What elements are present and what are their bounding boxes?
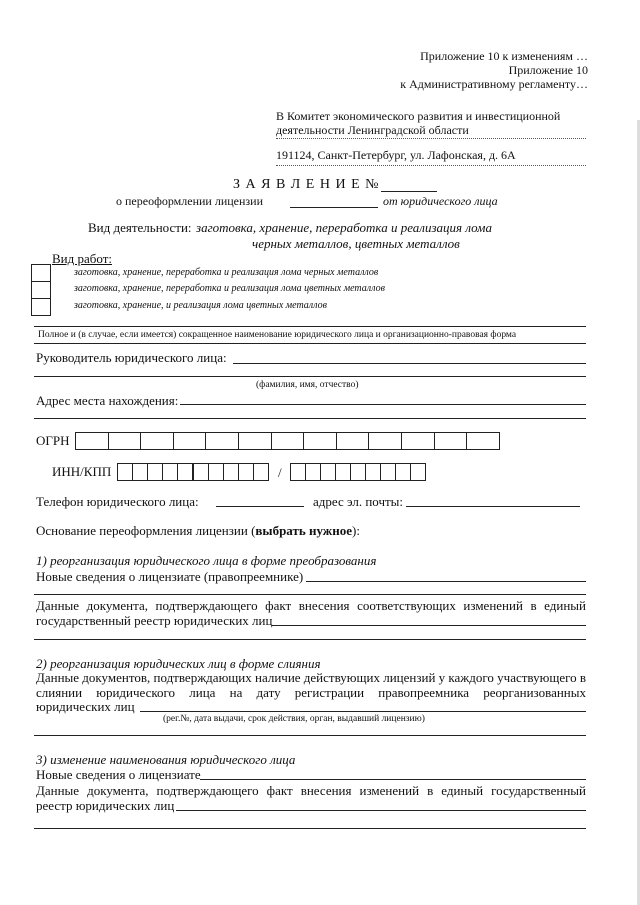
digit-cell[interactable] — [75, 432, 109, 450]
works-label: Вид работ: — [52, 251, 112, 266]
recipient-divider — [276, 138, 586, 139]
section1-doc-field[interactable] — [272, 625, 586, 626]
section1-doc-line2: государственный реестр юридических лиц — [36, 613, 273, 628]
head-field[interactable] — [233, 363, 586, 364]
basis-bold: выбрать нужное — [255, 523, 352, 538]
work-item-3: заготовка, хранение, и реализация лома цветных металлов — [74, 300, 327, 311]
work-item-2: заготовка, хранение, переработка и реализация лома цветных металлов — [74, 283, 385, 294]
fullname-caption: Полное и (в случае, если имеется) сокращенное наименование юридического лица и организационно-правовая форма — [38, 330, 517, 340]
digit-cell[interactable] — [350, 463, 366, 481]
basis-prefix: Основание переоформления лицензии ( — [36, 523, 256, 538]
title-sub-suffix: от юридического лица — [383, 194, 498, 208]
activity-value-2: черных металлов, цветных металлов — [252, 236, 460, 251]
section3-new-label: Новые сведения о лицензиате — [36, 767, 201, 782]
digit-cell[interactable] — [223, 463, 239, 481]
section2-title: 2) реорганизация юридических лиц в форме слияния — [36, 656, 321, 671]
digit-cell[interactable] — [380, 463, 396, 481]
section2-line3: юридических лиц — [36, 699, 135, 714]
section1-new-field[interactable] — [306, 581, 586, 582]
digit-cell[interactable] — [466, 432, 500, 450]
digit-cell[interactable] — [290, 463, 306, 481]
section2-line1: Данные документов, подтверждающих наличие действующих лицензий у каждого участвующего в — [36, 670, 586, 685]
digit-cell[interactable] — [208, 463, 224, 481]
section3-doc-field-2[interactable] — [34, 828, 586, 829]
fullname-field[interactable] — [34, 326, 586, 327]
section1-new-label: Новые сведения о лицензиате (правопреемнике) — [36, 569, 304, 584]
address-divider — [276, 165, 586, 166]
digit-cell[interactable] — [132, 463, 148, 481]
section3-new-field[interactable] — [200, 779, 586, 780]
basis-suffix: ): — [352, 523, 360, 538]
recipient-address: 191124, Санкт-Петербург, ул. Лафонская, д. 6А — [276, 148, 516, 162]
address-label: Адрес места нахождения: — [36, 393, 179, 408]
work-item-1: заготовка, хранение, переработка и реализация лома черных металлов — [74, 267, 379, 278]
section1-new-field-2[interactable] — [34, 594, 586, 595]
digit-cell[interactable] — [320, 463, 336, 481]
section1-title: 1) реорганизация юридического лица в форме преобразования — [36, 553, 377, 568]
activity-label: Вид деятельности: — [88, 220, 192, 235]
phone-field[interactable] — [216, 506, 304, 507]
head-field-2[interactable] — [34, 376, 586, 377]
digit-cell[interactable] — [238, 463, 254, 481]
section1-doc-field-2[interactable] — [34, 639, 586, 640]
digit-cell[interactable] — [147, 463, 163, 481]
address-field[interactable] — [180, 404, 586, 405]
digit-cell[interactable] — [336, 432, 370, 450]
section3-title: 3) изменение наименования юридического лица — [36, 752, 296, 767]
activity-value-1: заготовка, хранение, переработка и реализация лома — [196, 220, 492, 235]
section3-doc-field[interactable] — [176, 810, 586, 811]
head-caption: (фамилия, имя, отчество) — [256, 380, 359, 390]
section2-caption: (рег.№, дата выдачи, срок действия, орган, выдавший лицензию) — [163, 714, 425, 724]
digit-cell[interactable] — [395, 463, 411, 481]
digit-cell[interactable] — [177, 463, 193, 481]
appendix-line-2: Приложение 10 — [508, 63, 588, 77]
digit-cell[interactable] — [401, 432, 435, 450]
digit-cell[interactable] — [365, 463, 381, 481]
section2-line2: слиянии юридического лица на дату регистрации правопреемника реорганизованных — [36, 685, 586, 700]
digit-cell[interactable] — [303, 432, 337, 450]
title-sub-prefix: о переоформлении лицензии — [116, 194, 264, 208]
caption-divider — [34, 343, 586, 344]
basis-line — [36, 523, 360, 538]
document-title: З А Я В Л Е Н И Е № — [233, 177, 380, 192]
work-checkbox-3[interactable] — [31, 298, 51, 316]
section2-field[interactable] — [140, 711, 586, 712]
digit-cell[interactable] — [434, 432, 468, 450]
ogrn-label: ОГРН — [36, 433, 70, 448]
digit-cell[interactable] — [271, 432, 305, 450]
appendix-header — [400, 49, 588, 91]
section2-field-2[interactable] — [34, 735, 586, 736]
appendix-line-3: к Административному регламенту… — [400, 77, 588, 91]
digit-cell[interactable] — [253, 463, 269, 481]
section3-doc-line1: Данные документа, подтверждающего факт внесения изменений в единый государственный — [36, 783, 586, 798]
recipient-line-2: деятельности Ленинградской области — [276, 123, 469, 137]
recipient-line-1: В Комитет экономического развития и инвестиционной — [276, 109, 561, 123]
digit-cell[interactable] — [108, 432, 142, 450]
head-label: Руководитель юридического лица: — [36, 350, 227, 365]
address-field-2[interactable] — [34, 418, 586, 419]
inn-label: ИНН/КПП — [52, 464, 112, 479]
inn-separator: / — [278, 465, 282, 480]
digit-cell[interactable] — [238, 432, 272, 450]
digit-cell[interactable] — [410, 463, 426, 481]
document-number-field[interactable] — [381, 191, 437, 192]
section1-doc-line1: Данные документа, подтверждающего факт внесения соответствующих изменений в единый — [36, 598, 586, 613]
email-label: адрес эл. почты: — [313, 494, 404, 509]
digit-cell[interactable] — [305, 463, 321, 481]
digit-cell[interactable] — [335, 463, 351, 481]
email-field[interactable] — [406, 506, 580, 507]
kpp-cells[interactable] — [290, 463, 426, 481]
work-checkbox-1[interactable] — [31, 264, 51, 282]
date-field[interactable] — [290, 207, 378, 208]
section3-doc-line2: реестр юридических лиц — [36, 798, 175, 813]
digit-cell[interactable] — [117, 463, 133, 481]
ogrn-cells[interactable] — [75, 432, 501, 450]
phone-label: Телефон юридического лица: — [36, 494, 199, 509]
appendix-line-1: Приложение 10 к изменениям … — [420, 49, 588, 63]
work-checkbox-2[interactable] — [31, 281, 51, 299]
digit-cell[interactable] — [162, 463, 178, 481]
digit-cell[interactable] — [140, 432, 174, 450]
digit-cell[interactable] — [205, 432, 239, 450]
digit-cell[interactable] — [368, 432, 402, 450]
inn-cells[interactable] — [117, 463, 269, 481]
digit-cell[interactable] — [193, 463, 209, 481]
digit-cell[interactable] — [173, 432, 207, 450]
